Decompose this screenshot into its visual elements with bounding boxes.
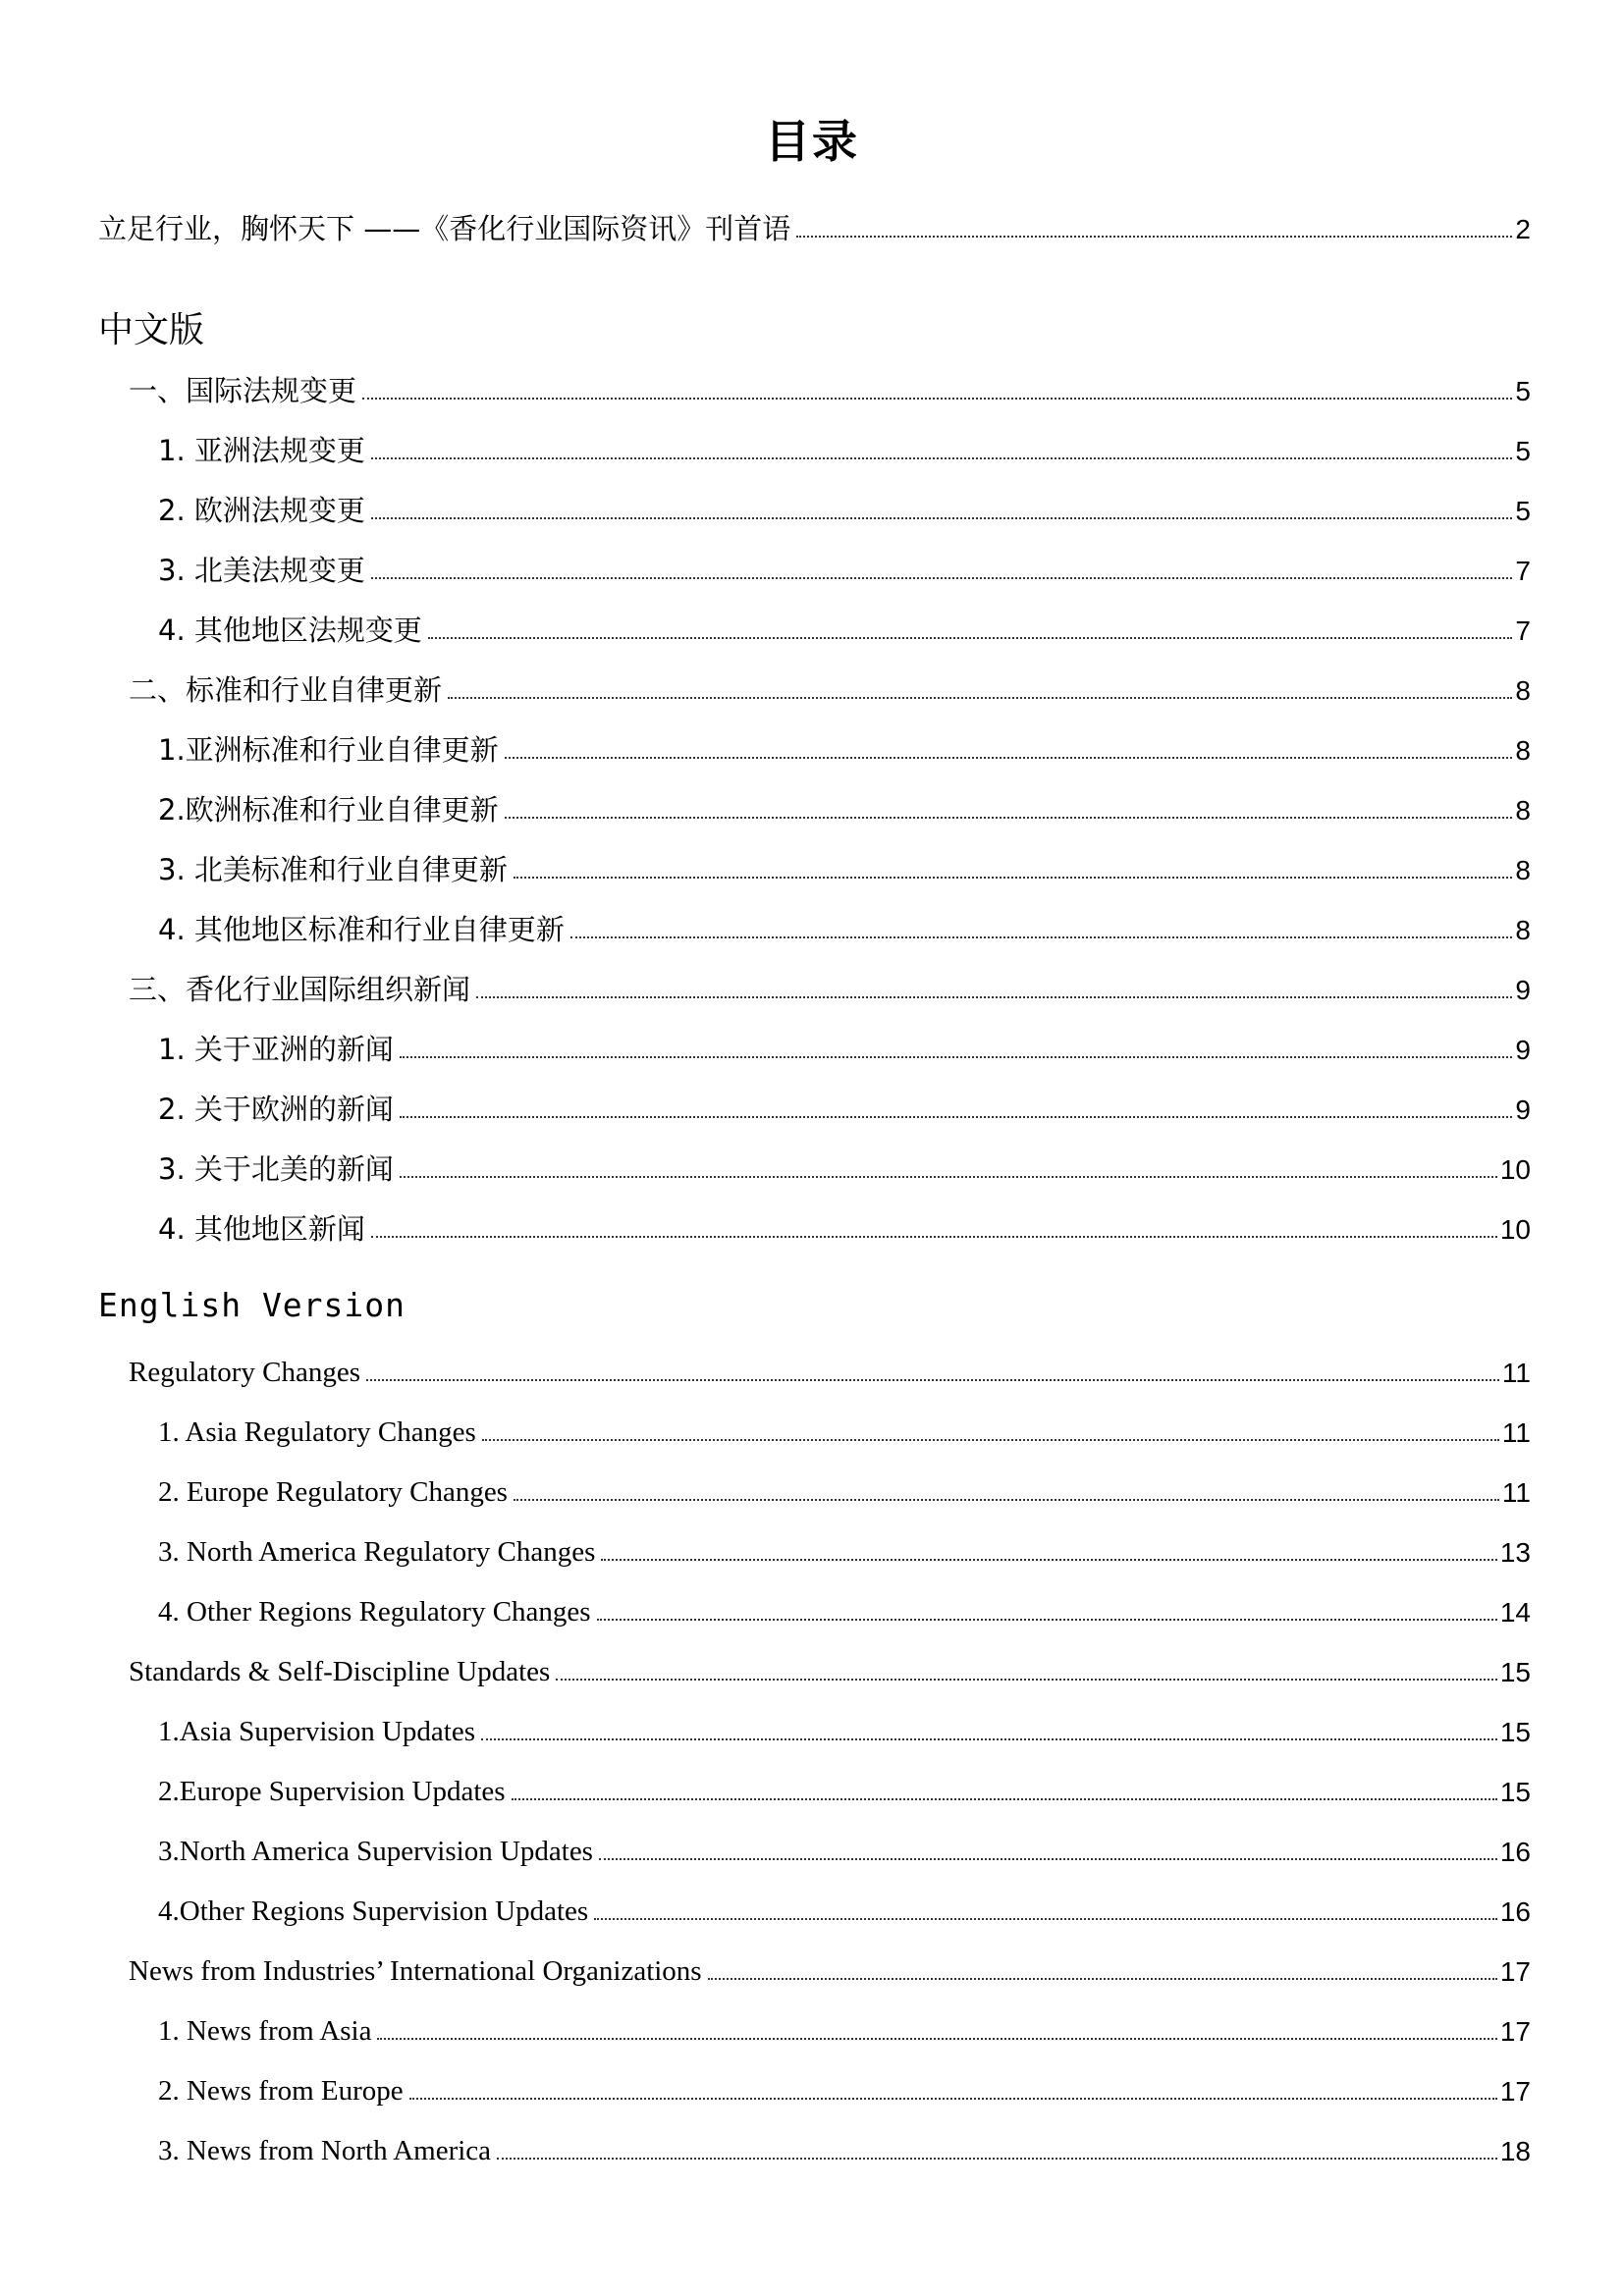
toc-entry-chinese[interactable] bbox=[158, 488, 1531, 527]
toc-entry-english[interactable] bbox=[129, 1649, 1531, 1688]
dot-leader bbox=[796, 236, 1512, 238]
toc-entry-label: 4. 其他地区新闻 bbox=[158, 1212, 365, 1246]
dot-leader bbox=[601, 1559, 1496, 1561]
toc-page-number: 15 bbox=[1499, 1777, 1531, 1807]
toc-entry-label: 立足行业，胸怀天下 ——《香化行业国际资讯》刊首语 bbox=[98, 212, 791, 245]
dot-leader bbox=[377, 2038, 1496, 2040]
toc-entry-chinese[interactable] bbox=[158, 428, 1531, 467]
toc-entry-label: 4.Other Regions Supervision Updates bbox=[158, 1896, 589, 1927]
toc-entry-label: News from Industries’ International Organizations bbox=[129, 1955, 702, 1987]
toc-entry-english[interactable] bbox=[158, 1410, 1531, 1449]
toc-page-number: 8 bbox=[1515, 675, 1531, 706]
toc-entry-label: 4. 其他地区标准和行业自律更新 bbox=[158, 913, 565, 946]
dot-leader bbox=[371, 577, 1513, 579]
dot-leader bbox=[481, 1738, 1497, 1740]
dot-leader bbox=[708, 1978, 1497, 1980]
dot-leader bbox=[371, 1236, 1497, 1238]
toc-entry-label: 2.欧洲标准和行业自律更新 bbox=[158, 793, 499, 827]
toc-page-number: 16 bbox=[1499, 1837, 1531, 1867]
toc-entry-english[interactable] bbox=[158, 2068, 1531, 2108]
toc-entry-label: 1. Asia Regulatory Changes bbox=[158, 1416, 476, 1448]
toc-page-number: 15 bbox=[1499, 1657, 1531, 1687]
toc-page-number: 7 bbox=[1515, 556, 1531, 586]
section-heading-chinese: 中文版 bbox=[98, 310, 205, 350]
toc-page-number: 17 bbox=[1499, 2016, 1531, 2047]
toc-entry-english[interactable] bbox=[158, 1529, 1531, 1569]
toc-entry-label: 2. News from Europe bbox=[158, 2075, 404, 2107]
toc-entry-preface[interactable] bbox=[98, 206, 1531, 245]
toc-entry-label: 2.Europe Supervision Updates bbox=[158, 1776, 506, 1807]
toc-page-number: 18 bbox=[1499, 2136, 1531, 2166]
dot-leader bbox=[512, 1798, 1497, 1800]
toc-page-number: 11 bbox=[1501, 1358, 1531, 1388]
toc-page-number: 9 bbox=[1515, 975, 1531, 1005]
page-title: 目录 bbox=[765, 115, 859, 168]
toc-page-number: 9 bbox=[1515, 1095, 1531, 1125]
toc-entry-label: 3. News from North America bbox=[158, 2135, 492, 2166]
dot-leader bbox=[505, 817, 1513, 819]
toc-entry-label: 1.Asia Supervision Updates bbox=[158, 1716, 475, 1747]
toc-entry-chinese[interactable] bbox=[129, 667, 1531, 707]
dot-leader bbox=[497, 2158, 1497, 2160]
toc-entry-english[interactable] bbox=[158, 1769, 1531, 1808]
dot-leader bbox=[448, 697, 1512, 699]
toc-page-number: 11 bbox=[1501, 1477, 1531, 1508]
toc-page-number: 11 bbox=[1501, 1417, 1531, 1448]
toc-entry-english[interactable] bbox=[158, 1829, 1531, 1868]
dot-leader bbox=[599, 1858, 1497, 1860]
toc-entry-label: Regulatory Changes bbox=[129, 1357, 360, 1388]
toc-entry-chinese[interactable] bbox=[158, 1206, 1531, 1246]
toc-page-number: 10 bbox=[1499, 1154, 1531, 1185]
toc-entry-english[interactable] bbox=[158, 1889, 1531, 1928]
toc-entry-label: 2. 关于欧洲的新闻 bbox=[158, 1093, 394, 1126]
toc-page-number: 5 bbox=[1515, 376, 1531, 406]
toc-page-number: 8 bbox=[1515, 735, 1531, 766]
dot-leader bbox=[428, 637, 1513, 639]
dot-leader bbox=[400, 1176, 1497, 1178]
toc-entry-english[interactable] bbox=[158, 2008, 1531, 2048]
toc-entry-chinese[interactable] bbox=[129, 967, 1531, 1006]
toc-entry-label: 1. 关于亚洲的新闻 bbox=[158, 1033, 394, 1066]
toc-entry-english[interactable] bbox=[158, 1709, 1531, 1748]
toc-page-number: 9 bbox=[1515, 1035, 1531, 1065]
toc-entry-label: Standards & Self-Discipline Updates bbox=[129, 1656, 551, 1687]
toc-page-number: 7 bbox=[1515, 615, 1531, 646]
toc-page-number: 5 bbox=[1515, 496, 1531, 526]
toc-entry-english[interactable] bbox=[158, 1589, 1531, 1629]
toc-entry-chinese[interactable] bbox=[158, 1087, 1531, 1126]
toc-page-number: 8 bbox=[1515, 795, 1531, 826]
dot-leader bbox=[514, 877, 1513, 879]
dot-leader bbox=[362, 398, 1512, 400]
toc-entry-chinese[interactable] bbox=[158, 608, 1531, 647]
toc-entry-label: 3. 北美法规变更 bbox=[158, 554, 365, 587]
dot-leader bbox=[409, 2098, 1497, 2100]
toc-entry-label: 2. Europe Regulatory Changes bbox=[158, 1476, 508, 1508]
toc-entry-english[interactable] bbox=[158, 2128, 1531, 2167]
toc-entry-chinese[interactable] bbox=[158, 727, 1531, 767]
dot-leader bbox=[597, 1619, 1497, 1621]
toc-entry-chinese[interactable] bbox=[158, 907, 1531, 946]
dot-leader bbox=[371, 517, 1513, 519]
toc-entry-label: 3. North America Regulatory Changes bbox=[158, 1536, 596, 1568]
dot-leader bbox=[400, 1056, 1513, 1058]
toc-entry-label: 3. 关于北美的新闻 bbox=[158, 1152, 394, 1186]
toc-page-number: 5 bbox=[1515, 436, 1531, 466]
toc-entry-label: 4. 其他地区法规变更 bbox=[158, 614, 422, 647]
toc-page-number: 2 bbox=[1515, 214, 1531, 244]
toc-page-number: 8 bbox=[1515, 915, 1531, 945]
toc-page-number: 16 bbox=[1499, 1896, 1531, 1927]
toc-page-number: 17 bbox=[1499, 2076, 1531, 2107]
toc-page-number: 10 bbox=[1499, 1214, 1531, 1245]
dot-leader bbox=[556, 1679, 1497, 1681]
toc-entry-chinese[interactable] bbox=[158, 1147, 1531, 1186]
toc-page-number: 15 bbox=[1499, 1717, 1531, 1747]
dot-leader bbox=[570, 936, 1513, 938]
toc-entry-label: 一、国际法规变更 bbox=[129, 374, 357, 407]
toc-entry-chinese[interactable] bbox=[158, 847, 1531, 886]
toc-entry-chinese[interactable] bbox=[129, 368, 1531, 407]
toc-page-number: 14 bbox=[1499, 1597, 1531, 1628]
dot-leader bbox=[476, 996, 1512, 998]
toc-entry-label: 3. 北美标准和行业自律更新 bbox=[158, 853, 508, 886]
toc-entry-english[interactable] bbox=[158, 1469, 1531, 1509]
toc-entry-label: 1. News from Asia bbox=[158, 2015, 372, 2047]
dot-leader bbox=[514, 1499, 1499, 1501]
toc-entry-label: 二、标准和行业自律更新 bbox=[129, 673, 443, 707]
toc-entry-chinese[interactable] bbox=[158, 548, 1531, 587]
toc-entry-label: 3.North America Supervision Updates bbox=[158, 1836, 593, 1867]
toc-entry-label: 4. Other Regions Regulatory Changes bbox=[158, 1596, 591, 1628]
dot-leader bbox=[594, 1918, 1497, 1920]
dot-leader bbox=[366, 1379, 1499, 1381]
toc-page-number: 17 bbox=[1499, 1956, 1531, 1987]
toc-entry-label: 1. 亚洲法规变更 bbox=[158, 434, 365, 467]
toc-entry-chinese[interactable] bbox=[158, 787, 1531, 827]
toc-entry-english[interactable] bbox=[129, 1350, 1531, 1389]
toc-entry-english[interactable] bbox=[129, 1949, 1531, 1988]
toc-entry-label: 三、香化行业国际组织新闻 bbox=[129, 973, 471, 1006]
dot-leader bbox=[400, 1116, 1513, 1118]
toc-entry-label: 1.亚洲标准和行业自律更新 bbox=[158, 733, 499, 767]
toc-page-number: 8 bbox=[1515, 855, 1531, 885]
dot-leader bbox=[371, 457, 1513, 459]
dot-leader bbox=[482, 1439, 1499, 1441]
toc-page-number: 13 bbox=[1499, 1537, 1531, 1568]
toc-entry-label: 2. 欧洲法规变更 bbox=[158, 494, 365, 527]
section-heading-english: English Version bbox=[98, 1286, 406, 1324]
toc-entry-chinese[interactable] bbox=[158, 1027, 1531, 1066]
dot-leader bbox=[505, 757, 1513, 759]
